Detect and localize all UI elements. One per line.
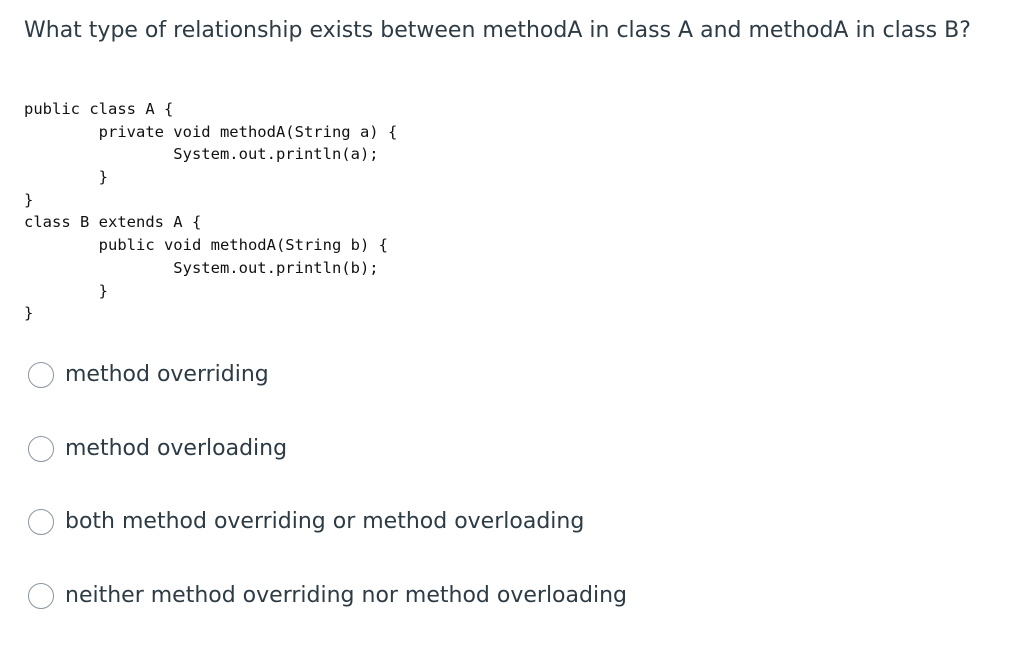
code-line: } [24, 281, 108, 300]
code-line: } [24, 304, 34, 323]
answer-option-label[interactable]: neither method overriding nor method overloading [65, 582, 627, 608]
code-line: System.out.println(a); [24, 145, 379, 164]
answer-option[interactable] [28, 434, 627, 464]
code-line: System.out.println(b); [24, 258, 379, 277]
radio-button[interactable] [28, 362, 54, 388]
code-line: class B extends A { [24, 213, 202, 232]
code-line: } [24, 190, 34, 209]
question-text: What type of relationship exists between methodA in class A and methodA in class B? [24, 18, 971, 43]
answer-options [28, 360, 627, 654]
code-line: private void methodA(String a) { [24, 122, 398, 141]
code-block [24, 98, 397, 325]
answer-option-label[interactable]: method overloading [65, 435, 288, 461]
radio-button[interactable] [28, 436, 54, 462]
answer-option-label[interactable]: both method overriding or method overloading [65, 509, 585, 534]
code-line: public void methodA(String b) { [24, 236, 388, 255]
code-line: } [24, 168, 108, 187]
radio-button[interactable] [28, 583, 54, 609]
radio-button[interactable] [28, 509, 54, 535]
answer-option[interactable] [28, 507, 627, 537]
code-line: public class A { [24, 100, 174, 118]
answer-option[interactable] [28, 360, 627, 390]
answer-option[interactable] [28, 581, 627, 611]
answer-option-label[interactable]: method overriding [65, 362, 269, 387]
